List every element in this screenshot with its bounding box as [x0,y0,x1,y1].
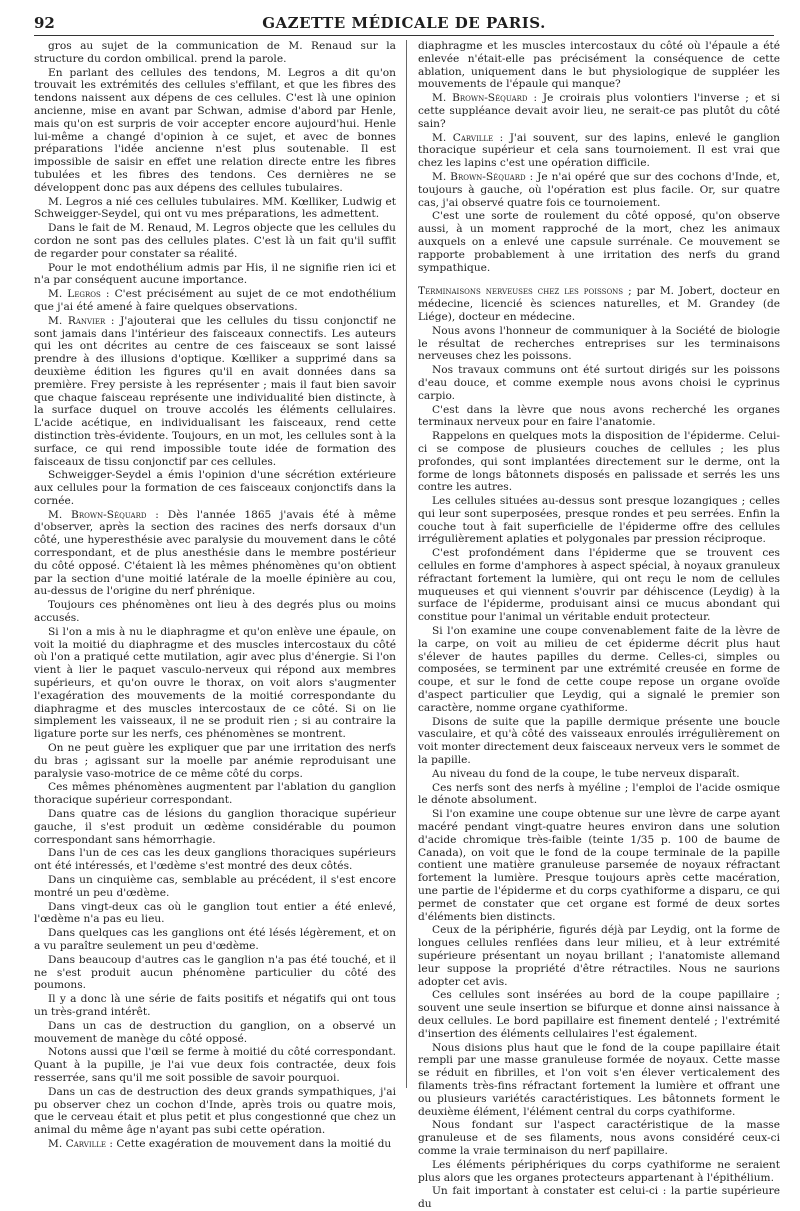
paragraph [34,993,396,1019]
paragraph [418,325,780,363]
paragraph [34,1020,396,1046]
paragraph [34,901,396,927]
paragraph [418,430,780,494]
paragraph [418,495,780,546]
paragraph [418,808,780,923]
paragraph-text: Dans quelques cas les ganglions ont été lésés légèrement, et on a vu paraître seulement un peu d'œdème. [34,927,396,952]
journal-title: GAZETTE MÉDICALE DE PARIS. [262,14,546,32]
paragraph [418,1159,780,1185]
paragraph-text: Pour le mot endothélium admis par His, il ne signifie rien ici et n'a par conséquent aucune importance. [34,261,396,287]
paragraph-text: Ces cellules sont insérées au bord de la coupe papillaire ; souvent une seule insertion se bifurque et donne ainsi naissance à deux cellules. Le bord papillaire est finement dentelé ; l'extrémité d'insertion des éléments cellulaires l'est également. [418,989,780,1040]
paragraph-text: Dans un cinquième cas, semblable au précédent, il s'est encore montré un peu d'œdème. [34,874,396,899]
speaker-name: M. Brown-Séquard : [432,92,538,105]
paragraph-text: Disons de suite que la papille dermique présente une boucle vasculaire, et qu'à côté des vaisseaux enroulés irrégulièrement on voit monter directement deux faisceaux nerveux vers le sommet de la papille. [418,715,780,767]
paragraph-text: C'est précisément au sujet de ce mot endothélium que j'ai été amené à faire quelques observations. [34,288,396,313]
paragraph-text: Il y a donc là une série de faits positifs et négatifs qui ont tous un très-grand intérêt. [34,993,396,1018]
paragraph [34,262,396,288]
paragraph-text: Dans vingt-deux cas où le ganglion tout entier a été enlevé, l'œdème n'a pas eu lieu. [34,900,396,926]
paragraph [34,1046,396,1084]
paragraph-text: C'est dans la lèvre que nous avons recherché les organes terminaux nerveux pour en faire l'anatomie. [418,403,780,429]
paragraph [34,40,396,66]
paragraph [34,222,396,260]
paragraph [34,742,396,780]
paragraph [418,132,780,170]
paragraph-text: Nos travaux communs ont été surtout dirigés sur les poissons d'eau douce, et comme exemple nous avons choisi le cyprinus carpio. [418,364,780,402]
paragraph [418,171,780,209]
page-header [34,8,774,34]
paragraph [418,547,780,624]
paragraph-text: Un fait important à constater est celui-ci : la partie supérieure du [418,1185,780,1211]
paragraph-text: Nous disions plus haut que le fond de la coupe papillaire était rempli par une masse granuleuse formée de noyaux. Cette masse se réduit en fibrilles, et l'on voit s'en élever verticalement des filaments très-fins réfractant fortement la lumière et offrant une ou plusieurs variétés caractéristiques. Les bâtonnets forment le deuxième élément, l'élément central du corps cyathiforme. [418,1041,780,1118]
paragraph-text: Nous fondant sur l'aspect caractéristique de la masse granuleuse et de ses filaments, nous avons considéré ceux-ci comme la vraie terminaison du nerf papillaire. [418,1119,780,1157]
paragraph [418,210,780,274]
section-gap [418,275,780,285]
right-column [418,40,780,1211]
paragraph [418,40,780,91]
paragraph [418,768,780,781]
paragraph-text: Je n'ai opéré que sur des cochons d'Inde, et, toujours à gauche, où l'opération est plus facile. Or, sur quatre cas, j'ai observé quatre fois ce tournoiement. [418,170,780,209]
paragraph-text: Dans quatre cas de lésions du ganglion thoracique supérieur gauche, il s'est produit un œdème considérable du poumon correspondant sans hémorrhagie. [34,808,396,846]
speaker-name: M. Carville : [432,131,504,144]
paragraph [34,599,396,625]
paragraph-text: Si l'on a mis à nu le diaphragme et qu'on enlève une épaule, on voit la moitié du diaphragme et des muscles intercostaux du côté où l'on a pratiqué cette mutilation, agir avec plus d'énergie. Si l'on vient à lier le paquet vasculo-nerveux qui répond aux membres supérieurs, et qu'on ouvre le thorax, on voit alors s'augmenter l'exagération des mouvements de la moitié correspondante du diaphragme et des muscles intercostaux de ce côté. Si on lie simplement les vaisseaux, il ne se produit rien ; si au contraire la ligature porte sur les nerfs, ces phénomènes se montrent. [34,625,396,741]
paragraph-text: J'ai souvent, sur des lapins, enlevé le ganglion thoracique supérieur et cela sans tournoiement. Il est vrai que chez les lapins c'est une opération difficile. [418,131,780,170]
paragraph [418,924,780,988]
paragraph-text: Dans un cas de destruction des deux grands sympathiques, j'ai pu observer chez un cochon d'Inde, après trois ou quatre mois, que le cerveau était et plus petit et plus congestionné que chez un animal du même âge n'ayant pas subi cette opération. [34,1085,396,1137]
paragraph-text: Schweigger-Seydel a émis l'opinion d'une sécrétion extérieure aux cellules pour la formation de ces faisceaux conjonctifs dans la cornée. [34,469,396,507]
paragraph [34,1086,396,1137]
column-divider [406,40,407,1088]
paragraph [34,315,396,469]
paragraph [418,1042,780,1119]
paragraph [418,1119,780,1157]
paragraph-text: Cette exagération de mouvement dans la moitié du [116,1137,392,1150]
paragraph-text: Nous avons l'honneur de communiquer à la Société de biologie le résultat de recherches entreprises sur les terminaisons nerveuses chez les poissons. [418,324,780,363]
paragraph-text: Dans l'un de ces cas les deux ganglions thoraciques supérieurs ont été intéressés, et l'œdème s'est montré des deux côtés. [34,847,396,873]
paragraph-text: Toujours ces phénomènes ont lieu à des degrés plus ou moins accusés. [34,599,396,625]
paragraph-text: Dans le fait de M. Renaud, M. Legros objecte que les cellules du cordon ne sont pas des cellules plates. C'est là un fait qu'il suffit de regarder pour constater sa réalité. [34,222,396,260]
paragraph-text: Dans un cas de destruction du ganglion, on a observé un mouvement de manège du côté opposé. [34,1019,396,1045]
paragraph-text: Si l'on examine une coupe convenablement faite de la lèvre de la carpe, on voit au milieu de cet épiderme décrit plus haut s'élever de hautes papilles du derme. Celles-ci, simples ou composées, se terminent par une extrémité creusée en forme de coupe, et sur le fond de cette coupe repose un organe ovoïde d'aspect particulier que Leydig, qui a signalé le premier son caractère, nomme organe cyathiforme. [418,625,780,714]
paragraph [34,288,396,314]
left-column [34,40,396,1150]
paragraph [34,67,396,195]
speaker-name: M. Ranvier : [48,314,115,327]
section-heading: Terminaisons nerveuses chez les poissons ; [418,285,632,298]
paragraph-text: Si l'on examine une coupe obtenue sur une lèvre de carpe ayant macéré pendant vingt-quatre heures environ dans une solution d'acide chromique très-faible (teinte 1/35 p. 100 de baume de Canada), on voit que le fond de la coupe terminale de la papille contient une matière granuleuse parsemée de noyaux réfractant fortement la lumière. Presque toujours après cette macération, une partie de l'épiderme et du corps cyathiforme a disparu, ce qui permet de constater que cet organe est formé de deux sortes d'éléments bien distincts. [418,808,780,923]
section-heading-paragraph [418,285,780,323]
paragraph [34,927,396,953]
paragraph [34,196,396,222]
paragraph [418,364,780,402]
paragraph [34,954,396,992]
paragraph-text: J'ajouterai que les cellules du tissu conjonctif ne sont jamais dans l'intérieur des faisceaux connectifs. Les auteurs qui les ont décrites au centre de ces faisceaux se sont laissé prendre à des illusions d'optique. Kœlliker a supprimé dans sa deuxième édition les figures qu'il en avait données dans sa première. Frey persiste à les représenter ; mais il faut bien savoir que chaque faisceau représente une individualité bien distincte, à la surface duquel on trouve accolés les éléments cellulaires. L'acide acétique, en individualisant les faisceaux, rend cette distinction très-évidente. Toujours, en un mot, les cellules sont à la surface, ce qui rend impossible toute idée de formation des faisceaux de tissu conjonctif par ces cellules. [34,314,396,468]
paragraph-text: Ces mêmes phénomènes augmentent par l'ablation du ganglion thoracique supérieur correspondant. [34,781,396,807]
paragraph [34,509,396,599]
paragraph [418,716,780,767]
paragraph-text: C'est une sorte de roulement du côté opposé, qu'on observe aussi, à un moment rapproché de la mort, chez les animaux auxquels on a enlevé une capsule surrénale. Ce mouvement se rapporte probablement à une irritation des nerfs du grand sympathique. [418,210,780,274]
paragraph-text: Je croirais plus volontiers l'inverse ; et si cette suppléance devait avoir lieu, ne serait-ce pas plutôt du côté sain? [418,92,780,130]
paragraph [418,92,780,130]
header-rule [34,35,774,36]
paragraph-text: Les éléments périphériques du corps cyathiforme ne seraient plus alors que les organes protecteurs appartenant à l'épithélium. [418,1158,780,1184]
speaker-name: M. Carville : [48,1137,113,1150]
paragraph [418,1185,780,1211]
paragraph-text: En parlant des cellules des tendons, M. Legros a dit qu'on trouvait les extrémités des cellules s'effilant, et que les fibres des tendons naissent aux dépens de ces cellules. C'est là une opinion ancienne, mise en avant par Schwan, admise d'abord par Henle, mais qu'on est surpris de voir accepter encore aujourd'hui. Henle lui-même a changé d'opinion à ce sujet, et avec de bonnes préparations l'idée ancienne n'est plus soutenable. Il est impossible de saisir en effet une relation directe entre les fibres tubulées et les fibres des tendons. Ces dernières ne se développent donc pas aux dépens des cellules tubulaires. [34,66,396,194]
paragraph-text: Notons aussi que l'œil se ferme à moitié du côté correspondant. Quant à la pupille, je l'ai vue deux fois contractée, deux fois resserrée, sans qu'il me soit possible de savoir pourquoi. [34,1046,396,1084]
paragraph-text: diaphragme et les muscles intercostaux du côté où l'épaule a été enlevée n'était-elle pas précisément la conséquence de cette ablation, uniquement dans le but physiologique de suppléer les mouvements de l'épaule qui manque? [418,40,780,91]
paragraph [34,1138,396,1151]
paragraph-text: Dans beaucoup d'autres cas le ganglion n'a pas été touché, et il ne s'est produit aucun phénomène particulier du côté des poumons. [34,953,396,992]
paragraph [418,625,780,715]
paragraph-text: Ces nerfs sont des nerfs à myéline ; l'emploi de l'acide osmique le dénote absolument. [418,781,780,807]
paragraph [34,874,396,900]
paragraph-text: gros au sujet de la communication de M. Renaud sur la structure du cordon ombilical. prend la parole. [34,40,396,65]
paragraph [418,404,780,430]
paragraph-text: M. Legros a nié ces cellules tubulaires. MM. Kœlliker, Ludwig et Schweigger-Seydel, qui ont vu mes préparations, les admettent. [34,195,396,221]
paragraph [34,808,396,846]
paragraph-text: Au niveau du fond de la coupe, le tube nerveux disparaît. [432,767,740,780]
paragraph-text: Ceux de la périphérie, figurés déjà par Leydig, ont la forme de longues cellules renflées dans leur milieu, et à leur extrémité supérieure présentant un noyau brillant ; l'anatomiste allemand leur suppose la propriété d'être rétractiles. Nous ne saurions adopter cet avis. [418,924,780,988]
speaker-name: M. Brown-Séquard : [48,508,159,521]
speaker-name: M. Legros : [48,288,110,301]
paragraph-text: par M. Jobert, docteur en médecine, licencié ès sciences naturelles, et M. Grandey (de Liége), docteur en médecine. [418,285,780,323]
speaker-name: M. Brown-Séquard : [432,170,534,183]
paragraph-text: On ne peut guère les expliquer que par une irritation des nerfs du bras ; agissant sur la moelle par anémie reproduisant une paralysie vaso-motrice de ce même côté du corps. [34,742,396,780]
paragraph [34,469,396,507]
paragraph [34,626,396,741]
paragraph-text: Rappelons en quelques mots la disposition de l'épiderme. Celui-ci se compose de plusieurs couches de cellules ; les plus profondes, qui sont implantées directement sur le derme, ont la forme de longs bâtonnets disposés en palissade et serrés les uns contre les autres. [418,430,780,494]
paragraph [418,782,780,808]
paragraph-text: C'est profondément dans l'épiderme que se trouvent ces cellules en forme d'amphores à aspect spécial, à noyaux granuleux réfractant fortement la lumière, qui ont reçu le nom de cellules muqueuses et qui viennent s'ouvrir par déhiscence (Leydig) à la surface de l'épiderme, produisant ainsi ce mucus abondant qui constitue pour l'animal un véritable enduit protecteur. [418,547,780,624]
paragraph-text: Dès l'année 1865 j'avais été à même d'observer, après la section des racines des nerfs dorsaux d'un côté, une hyperesthésie avec paralysie du mouvement dans le côté correspondant, et de plus anesthésie dans le membre postérieur du côté opposé. C'étaient là les mêmes phénomènes qu'on obtient par la section d'une moitié latérale de la moelle épinière au cou, au-dessus de l'origine du nerf phrénique. [34,508,396,598]
paragraph [418,989,780,1040]
paragraph [34,781,396,807]
paragraph [34,847,396,873]
paragraph-text: Les cellules situées au-dessus sont presque lozangiques ; celles qui leur sont superposées, presque rondes et peu serrées. Enfin la couche tout à fait superficielle de l'épiderme offre des cellules irrégulièrement aplaties et polygonales par pression réciproque. [418,495,780,546]
page-number: 92 [34,14,55,32]
